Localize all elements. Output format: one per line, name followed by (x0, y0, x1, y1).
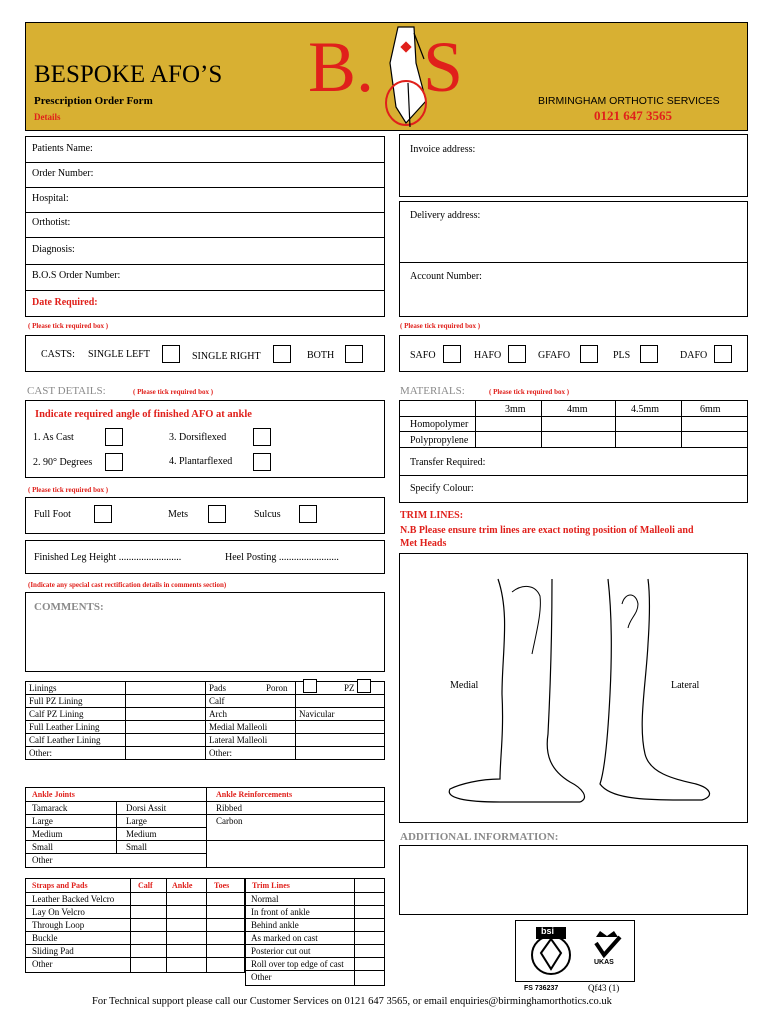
foot-length-box (25, 497, 385, 534)
logo-text-s: S (423, 27, 464, 107)
pz-checkbox[interactable] (357, 679, 371, 693)
mets-checkbox[interactable] (208, 505, 226, 523)
poron-label: Poron (266, 683, 288, 693)
trim-behind-ankle: Behind ankle (251, 920, 299, 930)
patient-details-box (25, 136, 385, 317)
safo-label: SAFO (410, 350, 436, 361)
ankle-joint-other[interactable]: Other (32, 855, 53, 865)
gfafo-checkbox[interactable] (580, 345, 598, 363)
calf-pz-lining: Calf PZ Lining (26, 708, 126, 721)
single-right-label: SINGLE RIGHT (192, 351, 261, 362)
tamarack-medium[interactable]: Medium (32, 829, 63, 839)
delivery-address-box[interactable] (399, 201, 748, 263)
fs-number: FS 736237 (524, 985, 559, 992)
casts-box (25, 335, 385, 372)
dorsi-medium[interactable]: Medium (126, 829, 157, 839)
strap-leather-backed-velcro: Leather Backed Velcro (32, 894, 115, 904)
full-leather-lining: Full Leather Lining (26, 721, 126, 734)
both-checkbox[interactable] (345, 345, 363, 363)
patient-name-field[interactable]: Patients Name: (32, 143, 93, 154)
header-banner (25, 22, 748, 131)
tick-note-foot: ( Please tick required box ) (28, 486, 109, 494)
trim-normal: Normal (251, 894, 279, 904)
crown-tick-icon (590, 927, 624, 959)
straps-pads-heading: Straps and Pads (32, 881, 88, 890)
casts-label: CASTS: (41, 349, 75, 360)
trim-in-front-of-ankle: In front of ankle (251, 907, 310, 917)
strap-through-loop: Through Loop (32, 920, 85, 930)
pads-label: Pads (209, 683, 227, 693)
single-left-checkbox[interactable] (162, 345, 180, 363)
safo-checkbox[interactable] (443, 345, 461, 363)
hafo-checkbox[interactable] (508, 345, 526, 363)
as-cast-label: 1. As Cast (33, 432, 74, 443)
hospital-field[interactable]: Hospital: (32, 193, 69, 204)
transfer-required-field[interactable]: Transfer Required: (410, 457, 486, 468)
size-4-5mm: 4.5mm (631, 404, 660, 415)
details-label: Details (34, 112, 61, 122)
ankle-joints-box (25, 787, 385, 868)
tick-note-afo: ( Please tick required box ) (400, 322, 481, 330)
ninety-degrees-checkbox[interactable] (105, 453, 123, 471)
order-number-field[interactable]: Order Number: (32, 168, 94, 179)
full-pz-lining: Full PZ Lining (26, 695, 126, 708)
ankle-joints-heading: Ankle Joints (32, 790, 75, 799)
form-reference: Qf43 (1) (588, 983, 620, 993)
as-cast-checkbox[interactable] (105, 428, 123, 446)
mets-label: Mets (168, 509, 188, 520)
date-required-field[interactable]: Date Required: (32, 297, 98, 308)
dafo-checkbox[interactable] (714, 345, 732, 363)
materials-heading: MATERIALS: (400, 385, 465, 397)
trim-lines-heading: TRIM LINES: (400, 510, 464, 521)
strap-other: Other (32, 959, 53, 969)
strap-sliding-pad: Sliding Pad (32, 946, 74, 956)
pls-checkbox[interactable] (640, 345, 658, 363)
tamarack-large[interactable]: Large (32, 816, 53, 826)
size-3mm: 3mm (505, 404, 526, 415)
ninety-degrees-label: 2. 90° Degrees (33, 457, 93, 468)
dorsiflexed-checkbox[interactable] (253, 428, 271, 446)
account-number-label: Account Number: (410, 271, 482, 282)
size-6mm: 6mm (700, 404, 721, 415)
ankle-reinforcements-heading: Ankle Reinforcements (216, 790, 293, 799)
trim-lines-note: N.B Please ensure trim lines are exact noting position of Malleoli and Met Heads (400, 525, 694, 549)
full-foot-checkbox[interactable] (94, 505, 112, 523)
diagnosis-field[interactable]: Diagnosis: (32, 244, 75, 255)
dorsi-assist-option[interactable]: Dorsi Assit (126, 803, 167, 813)
straps-col-calf: Calf (138, 881, 153, 890)
sulcus-label: Sulcus (254, 509, 281, 520)
linings-other: Other: (26, 747, 126, 760)
trim-lines-options-heading: Trim Lines (252, 881, 290, 890)
trim-as-marked: As marked on cast (251, 933, 318, 943)
orthotist-field[interactable]: Orthotist: (32, 217, 71, 228)
bsi-certification-box (515, 920, 635, 982)
delivery-address-label: Delivery address: (410, 210, 481, 221)
bos-order-field[interactable]: B.O.S Order Number: (32, 270, 121, 281)
lateral-label: Lateral (671, 680, 700, 691)
hafo-label: HAFO (474, 350, 502, 361)
linings-table (25, 681, 385, 760)
cast-details-heading: CAST DETAILS: (27, 385, 106, 397)
pz-label: PZ (344, 683, 355, 693)
polypropylene-label: Polypropylene (410, 435, 469, 446)
finished-leg-height-field[interactable]: Finished Leg Height ......................... (34, 552, 182, 563)
company-name: BIRMINGHAM ORTHOTIC SERVICES (538, 95, 720, 107)
strap-lay-on-velcro: Lay On Velcro (32, 907, 85, 917)
ribbed-option[interactable]: Ribbed (216, 803, 242, 813)
ukas-text: UKAS (594, 959, 614, 966)
poron-checkbox[interactable] (303, 679, 317, 693)
materials-box (399, 400, 748, 503)
dafo-label: DAFO (680, 350, 708, 361)
plantarflexed-checkbox[interactable] (253, 453, 271, 471)
trim-roll-over-top: Roll over top edge of cast (251, 959, 344, 969)
special-note: (Indicate any special cast rectification details in comments section) (28, 581, 227, 589)
dorsiflexed-label: 3. Dorsiflexed (169, 432, 227, 443)
plantarflexed-label: 4. Plantarflexed (169, 456, 233, 467)
additional-info-heading: ADDITIONAL INFORMATION: (400, 831, 559, 843)
medial-label: Medial (450, 680, 479, 691)
footer-support-text: For Technical support please call our Customer Services on 0121 647 3565, or email enquiries@birminghamorthotics.co.uk (92, 996, 612, 1007)
invoice-address-box[interactable] (399, 134, 748, 197)
leg-height-box (25, 540, 385, 574)
straps-pads-box (25, 878, 245, 973)
trim-posterior-cut-out: Posterior cut out (251, 946, 311, 956)
pls-label: PLS (613, 350, 631, 361)
sulcus-checkbox[interactable] (299, 505, 317, 523)
arch-pad: Arch (206, 708, 296, 721)
navicular-label: Navicular (296, 708, 385, 721)
cast-details-note: ( Please tick required box ) (133, 388, 214, 396)
homopolymer-label: Homopolymer (410, 419, 469, 430)
comments-heading: COMMENTS: (34, 601, 104, 613)
trim-lines-options-box (245, 878, 385, 986)
additional-info-box[interactable] (399, 845, 748, 915)
logo-text-b: B. (308, 27, 375, 107)
size-4mm: 4mm (567, 404, 588, 415)
single-right-checkbox[interactable] (273, 345, 291, 363)
medial-malleoli-pad: Medial Malleoli (206, 721, 296, 734)
lateral-malleoli-pad: Lateral Malleoli (206, 734, 296, 747)
comments-box[interactable] (25, 592, 385, 672)
form-title: BESPOKE AFO’S (34, 61, 223, 88)
afo-type-box (399, 335, 748, 372)
gfafo-label: GFAFO (538, 350, 571, 361)
full-foot-label: Full Foot (34, 509, 71, 520)
carbon-option[interactable]: Carbon (216, 816, 243, 826)
tamarack-small[interactable]: Small (32, 842, 54, 852)
trim-lines-diagram-box[interactable] (399, 553, 748, 823)
pads-other: Other: (206, 747, 296, 760)
calf-leather-lining: Calf Leather Lining (26, 734, 126, 747)
dorsi-small[interactable]: Small (126, 842, 148, 852)
dorsi-large[interactable]: Large (126, 816, 147, 826)
form-subtitle: Prescription Order Form (34, 95, 153, 107)
foot-logo-icon (376, 23, 436, 131)
tamarack-option[interactable]: Tamarack (32, 803, 68, 813)
account-number-box[interactable] (399, 262, 748, 317)
invoice-address-label: Invoice address: (410, 144, 476, 155)
leg-diagram-icon (440, 574, 720, 809)
angle-box (25, 400, 385, 478)
angle-heading: Indicate required angle of finished AFO at ankle (35, 409, 252, 420)
calf-pad: Calf (206, 695, 296, 708)
company-phone: 0121 647 3565 (594, 108, 672, 123)
both-label: BOTH (307, 350, 335, 361)
specify-colour-field[interactable]: Specify Colour: (410, 483, 474, 494)
materials-note: ( Please tick required box ) (489, 388, 570, 396)
straps-col-ankle: Ankle (172, 881, 193, 890)
linings-item: Linings (26, 682, 126, 695)
heel-posting-field[interactable]: Heel Posting ........................ (225, 552, 339, 563)
single-left-label: SINGLE LEFT (88, 349, 150, 360)
tick-note-casts: ( Please tick required box ) (28, 322, 109, 330)
straps-col-toes: Toes (214, 881, 230, 890)
strap-buckle: Buckle (32, 933, 58, 943)
trim-other: Other (251, 972, 272, 982)
bsi-text: bsi (541, 926, 555, 936)
